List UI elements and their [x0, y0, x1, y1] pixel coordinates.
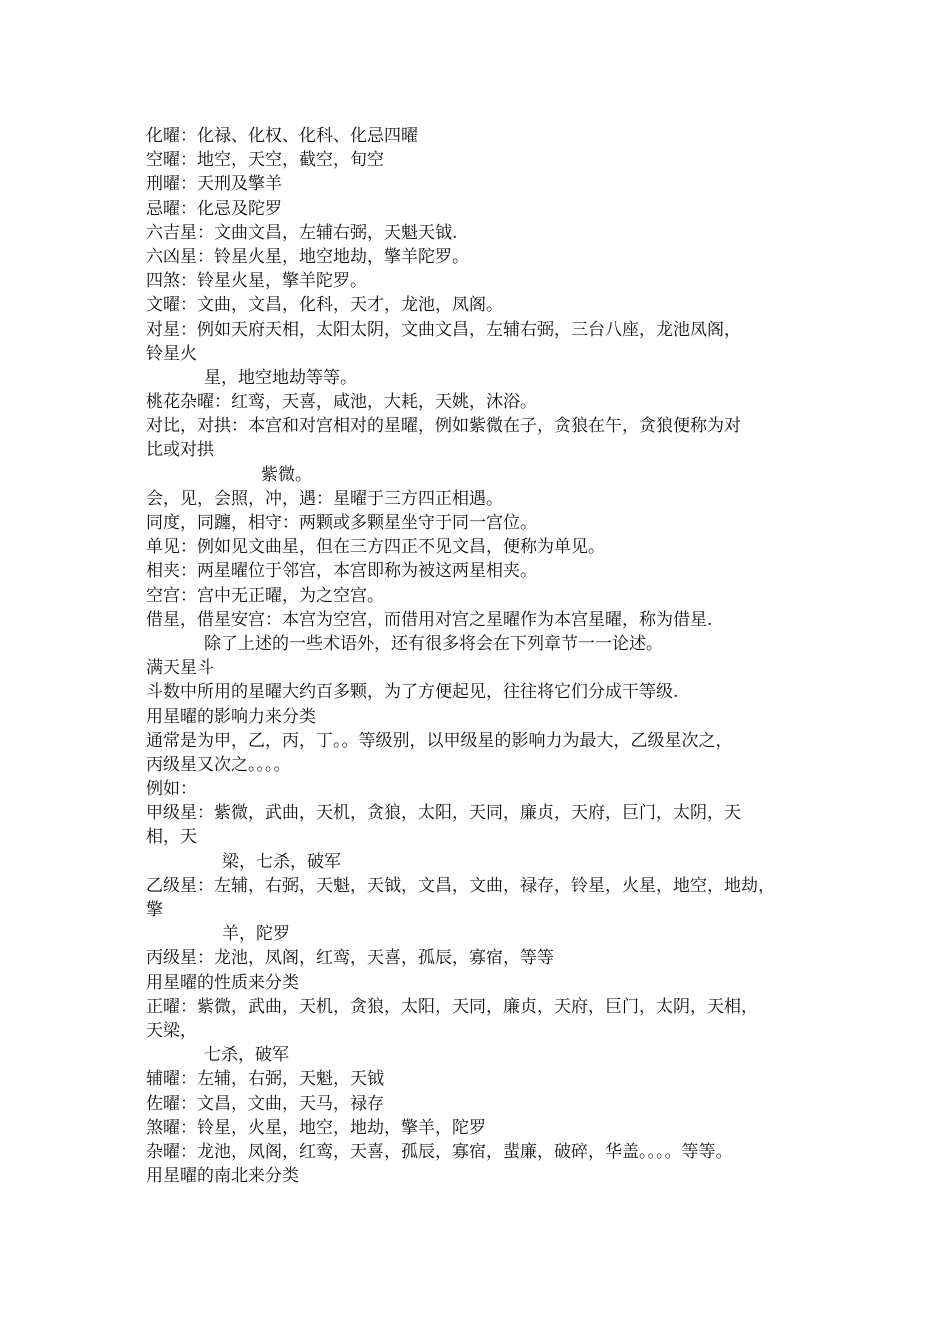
text-line: 丙级星：龙池，凤阁，红鸾，天喜，孤辰，寡宿，等等	[146, 948, 554, 969]
text-line: 乙级星：左辅，右弼，天魁，天钺，文昌，文曲，禄存，铃星，火星，地空，地劫，	[146, 875, 775, 896]
section-heading: 用星曜的南北来分类	[146, 1166, 299, 1187]
text-line: 相，天	[146, 827, 197, 848]
text-line: 辅曜：左辅，右弼，天魁，天钺	[146, 1069, 384, 1090]
text-line: 空曜：地空，天空，截空，旬空	[146, 150, 384, 171]
text-line: 借星，借星安宫：本宫为空宫，而借用对宫之星曜作为本宫星曜，称为借星.	[146, 609, 713, 630]
text-line: 杂曜：龙池，凤阁，红鸾，天喜，孤辰，寡宿，蜚廉，破碎，华盖。。。。等等。	[146, 1141, 733, 1162]
text-line: 文曜：文曲，文昌，化科，天才，龙池，凤阁。	[146, 295, 503, 316]
text-line: 四煞：铃星火星，擎羊陀罗。	[146, 271, 367, 292]
text-line: 相夹：两星曜位于邻宫，本宫即称为被这两星相夹。	[146, 561, 537, 582]
text-line: 会，见，会照，冲，遇：星曜于三方四正相遇。	[146, 488, 503, 509]
document-body	[146, 124, 814, 1188]
text-line: 斗数中所用的星曜大约百多颗，为了方便起见，往往将它们分成干等级.	[146, 682, 679, 703]
text-line-indented: 紫微。	[261, 464, 312, 485]
section-heading: 用星曜的性质来分类	[146, 972, 299, 993]
section-heading: 用星曜的影响力来分类	[146, 706, 316, 727]
text-line: 佐曜：文昌，文曲，天马，禄存	[146, 1093, 384, 1114]
text-line: 单见：例如见文曲星，但在三方四正不见文昌，便称为单见。	[146, 537, 605, 558]
text-line: 空宫：宫中无正曜，为之空宫。	[146, 585, 384, 606]
text-line-indented: 梁，七杀，破军	[222, 851, 341, 872]
text-line: 桃花杂曜：红鸾，天喜，咸池，大耗，天姚，沐浴。	[146, 392, 537, 413]
text-line-indented: 七杀，破军	[204, 1045, 289, 1066]
text-line: 擎	[146, 900, 163, 920]
text-line: 对星：例如天府天相，太阳太阴，文曲文昌，左辅右弼，三台八座，龙池凤阁，	[146, 319, 741, 340]
section-heading: 满天星斗	[146, 658, 214, 679]
text-line: 通常是为甲，乙，丙，丁。。等级别，以甲级星的影响力为最大，乙级星次之，	[146, 730, 733, 751]
text-line: 正曜：紫微，武曲，天机，贪狼，太阳，天同，廉贞，天府，巨门，太阴，天相，	[146, 996, 758, 1017]
text-line: 六凶星：铃星火星，地空地劫，擎羊陀罗。	[146, 246, 469, 267]
text-line-indented: 除了上述的一些术语外，还有很多将会在下列章节一一论述。	[204, 633, 663, 654]
text-line: 比或对拱	[146, 440, 214, 461]
text-line: 丙级星又次之。。。。	[146, 754, 291, 775]
text-line: 同度，同躔，相守：两颗或多颗星坐守于同一宫位。	[146, 513, 537, 533]
text-line: 刑曜：天刑及擎羊	[146, 174, 282, 195]
text-line: 甲级星：紫微，武曲，天机，贪狼，太阳，天同，廉贞，天府，巨门，太阴，天	[146, 803, 741, 824]
text-line: 铃星火	[146, 343, 197, 364]
text-line: 忌曜：化忌及陀罗	[146, 198, 282, 219]
text-line: 例如：	[146, 779, 197, 800]
text-line: 对比，对拱：本宫和对宫相对的星曜，例如紫微在子，贪狼在午，贪狼便称为对	[146, 416, 741, 437]
text-line: 煞曜：铃星，火星，地空，地劫，擎羊，陀罗	[146, 1117, 486, 1138]
text-line: 化曜：化禄、化权、化科、化忌四曜	[146, 126, 418, 146]
text-line-indented: 星，地空地劫等等。	[204, 367, 357, 388]
text-line-indented: 羊，陀罗	[222, 924, 290, 945]
text-line: 六吉星：文曲文昌，左辅右弼，天魁天钺.	[146, 222, 458, 243]
text-line: 天梁，	[146, 1020, 197, 1041]
